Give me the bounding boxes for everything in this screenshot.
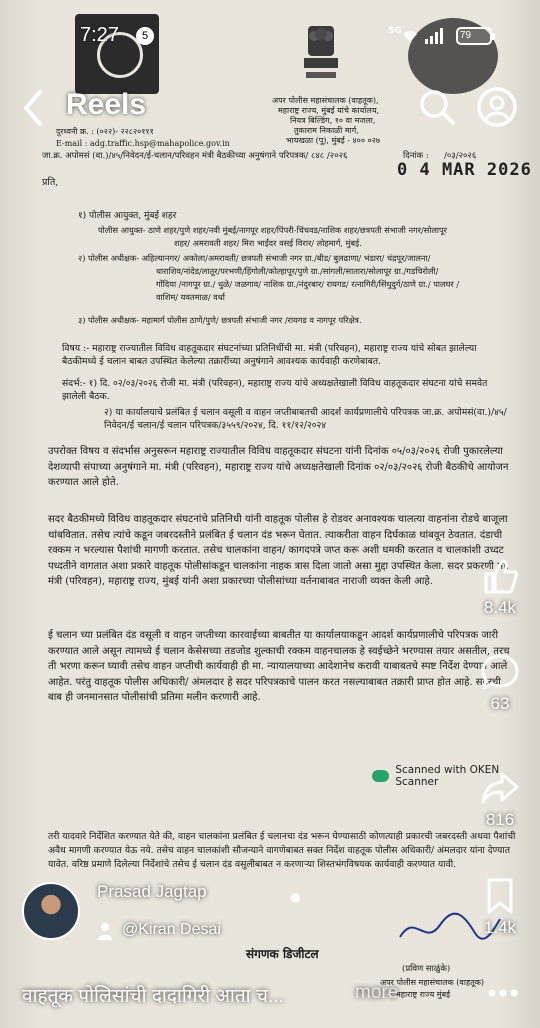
like-button[interactable] xyxy=(476,556,524,618)
paragraph-1: उपरोक्त विषय व संदर्भास अनुसरून महाराष्ट्र राज्यातील विविध वाहतूकदार संघटना यांनी दिनांक ०५/०३/२०२६ रोजी पुकारलेल्या देशव्यापी संपाच्या अनुषंगाने मा. मंत्री (परिवहन), महाराष्ट्र राज्य यांचे अध्यक्षतेखाली दिनांक ०२/०३/२०२६ रोजी बैठकीचे आयोजन करण्यात आले होते. xyxy=(48,446,509,488)
dinank-value: /०३/२०२६ xyxy=(444,151,477,161)
letterhead-office-3: नियत्र बिल्डिंग, १० वा मजला, xyxy=(290,116,376,125)
signal-icon xyxy=(424,28,446,44)
bookmark-icon xyxy=(480,876,520,916)
like-count: 8.4k xyxy=(483,598,517,617)
person-icon xyxy=(97,922,113,940)
more-options-icon[interactable] xyxy=(486,986,520,1000)
author-avatar[interactable] xyxy=(22,882,80,940)
recipient-3: ३) पोलीस अधीक्षक- महामार्ग पोलीस ठाणे/पुणे/ छत्रपती संभाजी नगर /रायगड व नागपूर परिक्षेत्र. xyxy=(78,315,362,325)
letterhead-office-5: भायखळा (पू), मुंबई - ४०० ०२७ xyxy=(286,136,381,145)
back-arrow-icon[interactable] xyxy=(18,88,50,128)
share-arrow-icon xyxy=(480,768,520,808)
comment-button[interactable] xyxy=(476,652,524,714)
scanner-text: Scanned with OKEN Scanner xyxy=(395,764,500,788)
letterhead-office-2: महाराष्ट्र राज्य, मुंबई यांचे कार्यालय, xyxy=(278,106,380,115)
paragraph-3: ई चलान च्या प्रलंबित दंड वसूली व वाहन जप्तीच्या कारवाईच्या बाबतीत या कार्यालयाकडून आदर्श कार्यप्रणालीचे परिपत्रक जारी करण्यात आले असून त्यामध्ये ई चलान केसेसच्या तडजोड शुल्काची रक्कम वाहनचालक हे स्वईच्छेने भरण्यास तयार असतील, तरच ती भरणा करून घ्यावी तसेच वाहन जप्तीची कार्यवाही ही मा. न्यायालयाच्या आदेशानेच करावी याबाबतचे स्पष्ट निर्देश देण्यात आले आहेत. परंतु वाहतूक पोलीस अधिकारी/ अंमलदार हे सदर परिपत्रकाचे पालन करत नसल्याबाबत तक्रारी प्राप्त होत आहे. सदरची बाब ही जनमानसात पोलीसांची प्रतिमा मलीन करणारी आहे. xyxy=(48,630,510,703)
signatory-title-1: अपर पोलीस महासंचालक (वाहतूक) xyxy=(380,978,485,987)
reel-caption[interactable]: वाहतूक पोलिसांची दादागिरी आता च... xyxy=(22,986,284,1007)
signatory-title-2: महाराष्ट्र राज्य मुंबई xyxy=(396,990,451,999)
thumbs-up-icon xyxy=(480,556,520,596)
status-time: 7:27 xyxy=(80,24,119,46)
letterhead-office-1: अपर पोलीस महासंचालक (वाहतूक), xyxy=(272,96,379,105)
battery-level: 79 xyxy=(460,30,472,41)
search-icon[interactable] xyxy=(418,88,456,126)
page-title: Reels xyxy=(66,88,147,121)
sandarbh-2: २) या कार्यालयाचे प्रलंबित ई चलान वसूली व वाहन जप्तीबाबतची आदर्श कार्यप्रणालीचे परिपत्रक जा.क्र. अपोमसं(वा.)/४५/निवेदन/ई चलान/ई चलान परिपत्रक/३५५९/२०२४, दि. ११/१२/२०२४ xyxy=(104,407,507,431)
follow-indicator[interactable]: ● xyxy=(290,890,301,904)
notification-badge: 5 xyxy=(136,27,154,45)
letterhead-email: E-mail : adg.traffic.hsp@mahapolice.gov.in xyxy=(56,139,230,148)
recipient-1a: १) पोलीस आयुक्त, मुंबई शहर xyxy=(78,211,177,221)
share-count: 816 xyxy=(485,810,515,829)
digital-stamp-label: संगणक डिजीटल xyxy=(246,947,319,961)
vishay-subject: विषय :- महाराष्ट्र राज्यातील विविध वाहतूकदार संघटनांच्या प्रतिनिधींची मा. मंत्री (परिवहन), महाराष्ट्र राज्य यांचे सोबत झालेल्या बैठकीमध्ये ई चलान बाबत उपस्थित केलेल्या तक्रारींच्या अनुषंगाने आवश्यक कार्यवाही करणेबाबत. xyxy=(62,343,477,367)
paragraph-2: सदर बैठकीमध्ये विविध वाहतूकदार संघटनांचे प्रतिनिधी यांनी वाहतूक पोलीस हे रोडवर अनावश्यक चालत्या वाहनांना रोडचे बाजूला थांबवितात. तसेच त्यांचे कडून जबरदस्तीने प्रलंबित ई चलान दंड भरून घेतात. त्याकरीता वाहन दिर्घकाळ थांबवून ठेवतात. दंडाची रक्कम न भरल्यास पैशांची मागणी करतात. तसेच चालकांना वाहन/ कागदपत्रे जप्त करू अशी धमकी करतात व चालकांशी उध्दट पध्दतीने वागतात अशा प्रकारे वाहतूक पोलीसांकडून चालकांना नाहक त्रास दिला जातो असा मुद्दा उपस्थित केला. सदर प्रकरणी मा. मंत्री (परिवहन), महाराष्ट्र राज्य, मुंबई यांनी अशा प्रकारच्या पोलीसांच्या वर्तनाबाबत नाराजी व्यक्त केली आहे. xyxy=(48,514,509,587)
wifi-icon xyxy=(402,28,418,44)
battery-icon xyxy=(456,27,492,45)
share-button[interactable] xyxy=(476,768,524,830)
recipient-1c: शहर/ अमरावती शहर/ मिरा भाईंदर वसई विरार/ लोहमार्ग, मुंबई. xyxy=(174,238,362,248)
caption-more-link[interactable]: more xyxy=(355,982,399,1003)
letterhead-phone: दुरध्वनी क्र. : (०२२)- २२८२०१११ xyxy=(56,127,154,136)
scanner-logo-icon xyxy=(372,770,389,782)
sandarbh-1: संदर्भ:- १) दि. ०२/०३/२०२६ रोजी मा. मंत्री (परिवहन), महाराष्ट्र राज्य यांचे अध्यक्षतेखाली विविध वाहतूकदार संघटना यांचे समवेत झालेली बैठक. xyxy=(62,378,488,402)
profile-icon[interactable] xyxy=(476,86,518,128)
recipient-2c: गोंदिया /नागपूर ग्रा./ धुळे/ जळगाव/ नाशिक ग्रा./नंदुरबार/ रायगड/ रत्नागिरी/सिंधुदुर्ग/ठाणे ग्रा./ पालघर / xyxy=(156,279,460,289)
save-count: 1.4k xyxy=(483,918,517,937)
paragraph-4: तरी यादवारे निर्देशित करण्यात येते की, वाहन चालकांना प्रलंबित ई चलानचा दंड भरून घेण्यासाठी कोणत्याही प्रकारची जबरदस्ती अथवा पैशांची अवैध मागणी करण्यात येऊ नये. तसेच वाहन चालकांशी सौजन्याने वागणेबाबत सक्त निर्देश वाहतूक पोलीस अधिकारी/ अंमलदार यांना देण्यात यावेत. वरिष्ठ प्रमाणे दिलेल्या निर्देशांचे तसेच ई चलान दंड वसुलीबाबत न करणाऱ्या शिस्तभंगविषयक कार्यवाही करण्यात यावी. xyxy=(48,831,516,870)
reference-number: जा.क्र. अपोमसं (वा.)/४५/निवेदन/ई-चलान/परिवहन मंत्री बैठकीच्या अनुषंगाने परिपत्रक/ ८४८ /२०२६ xyxy=(42,151,348,161)
prati: प्रति, xyxy=(42,177,59,188)
dinank-label: दिनांक : xyxy=(403,151,429,161)
status-bar xyxy=(0,0,540,60)
save-button[interactable] xyxy=(476,876,524,938)
recipient-2a: २) पोलीस अधीक्षक- अहिल्यानगर/ अकोला/अमरावती/ छत्रपती संभाजी नगर ग्रा./बीड/ बुलढाणा/ भंडारा/ चंद्रपूर/जालना/ xyxy=(78,253,431,263)
author-username[interactable]: Prasad Jagtap xyxy=(97,882,207,901)
network-type: 5G xyxy=(388,26,402,36)
date-stamp: 0 4 MAR 2026 xyxy=(397,160,532,180)
letterhead-office-4: तुकाराम निकाळी मार्ग, xyxy=(294,126,359,135)
recipient-1b: पोलीस आयुक्त- ठाणे शहर/पुणे शहर/नवी मुंबई/नागपूर शहर/पिंपरी-चिंचवड/नाशिक शहर/छत्रपती संभाजी नगर/सोलापूर xyxy=(98,225,448,235)
recipient-2b: धाराशिव/नांदेड/लातूर/परभणी/हिंगोली/कोल्हापूर/पुणे ग्रा./सांगली/सातारा/सोलापूर ग्रा./गडचिरोली/ xyxy=(156,266,439,276)
tagged-user[interactable]: @Kiran Desai xyxy=(122,921,221,938)
comment-icon xyxy=(480,652,520,692)
comment-count: 63 xyxy=(490,694,510,713)
recipient-2d: वाशिम/ यवतमाळ/ वर्धा xyxy=(156,292,225,302)
signatory-name: (प्रविण साळुंके) xyxy=(402,964,451,974)
